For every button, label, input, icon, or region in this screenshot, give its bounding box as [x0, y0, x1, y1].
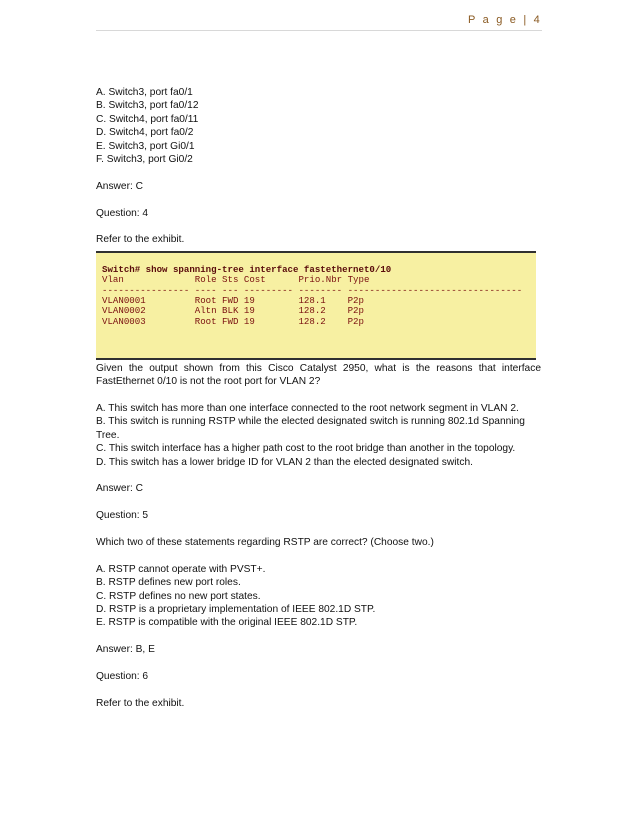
q4-intro: Refer to the exhibit.: [96, 234, 185, 246]
exhibit-rule: ---------------- ---- --- --------- -------- --------------------------------: [102, 284, 523, 296]
document-body: [96, 86, 541, 710]
q5-answer: Answer: B, E: [96, 644, 155, 656]
exhibit-row: VLAN0002 Altn BLK 19 128.2 P2p: [102, 305, 364, 317]
q3-option: E. Switch3, port Gi0/1: [96, 140, 195, 152]
q3-answer: Answer: C: [96, 180, 143, 192]
q4-option: D. This switch has a lower bridge ID for VLAN 2 than the elected designated switch.: [96, 456, 473, 468]
q5-option: C. RSTP defines no new port states.: [96, 590, 261, 602]
q4-question: Given the output shown from this Cisco Catalyst 2950, what is the reasons that interface FastEthernet 0/10 is not the root port for VLAN 2?: [96, 362, 541, 388]
q4-answer: Answer: C: [96, 483, 143, 495]
cli-exhibit: [96, 251, 536, 360]
q4-title: Question: 4: [96, 207, 149, 219]
q4-option: A. This switch has more than one interface connected to the root network segment in VLAN 2.: [96, 403, 519, 415]
q5-option: D. RSTP is a proprietary implementation of IEEE 802.1D STP.: [96, 604, 376, 616]
exhibit-row: VLAN0001 Root FWD 19 128.1 P2p: [102, 295, 364, 307]
exhibit-header: Vlan Role Sts Cost Prio.Nbr Type: [102, 274, 370, 286]
q3-option: C. Switch4, port fa0/11: [96, 113, 199, 125]
exhibit-row: VLAN0003 Root FWD 19 128.2 P2p: [102, 315, 364, 327]
q5-option: A. RSTP cannot operate with PVST+.: [96, 563, 266, 575]
q5-option: E. RSTP is compatible with the original IEEE 802.1D STP.: [96, 617, 358, 629]
q5-title: Question: 5: [96, 510, 149, 522]
page-number-header: P a g e | 4: [468, 14, 542, 26]
header-divider: [96, 30, 542, 31]
q3-option: A. Switch3, port fa0/1: [96, 87, 193, 98]
q5-question: Which two of these statements regarding RSTP are correct? (Choose two.): [96, 537, 434, 549]
q4-option: B. This switch is running RSTP while the elected designated switch is running 802.1d Spanning Tree.: [96, 416, 525, 441]
q4-option: C. This switch interface has a higher path cost to the root bridge than another in the topology.: [96, 443, 516, 455]
exhibit-command: Switch# show spanning-tree interface fastethernet0/10: [102, 263, 392, 275]
q6-intro: Refer to the exhibit.: [96, 697, 185, 709]
q5-option: B. RSTP defines new port roles.: [96, 577, 241, 589]
q6-title: Question: 6: [96, 671, 149, 683]
q3-option: D. Switch4, port fa0/2: [96, 127, 194, 139]
q3-option: F. Switch3, port Gi0/2: [96, 154, 193, 166]
q3-option: B. Switch3, port fa0/12: [96, 100, 199, 112]
